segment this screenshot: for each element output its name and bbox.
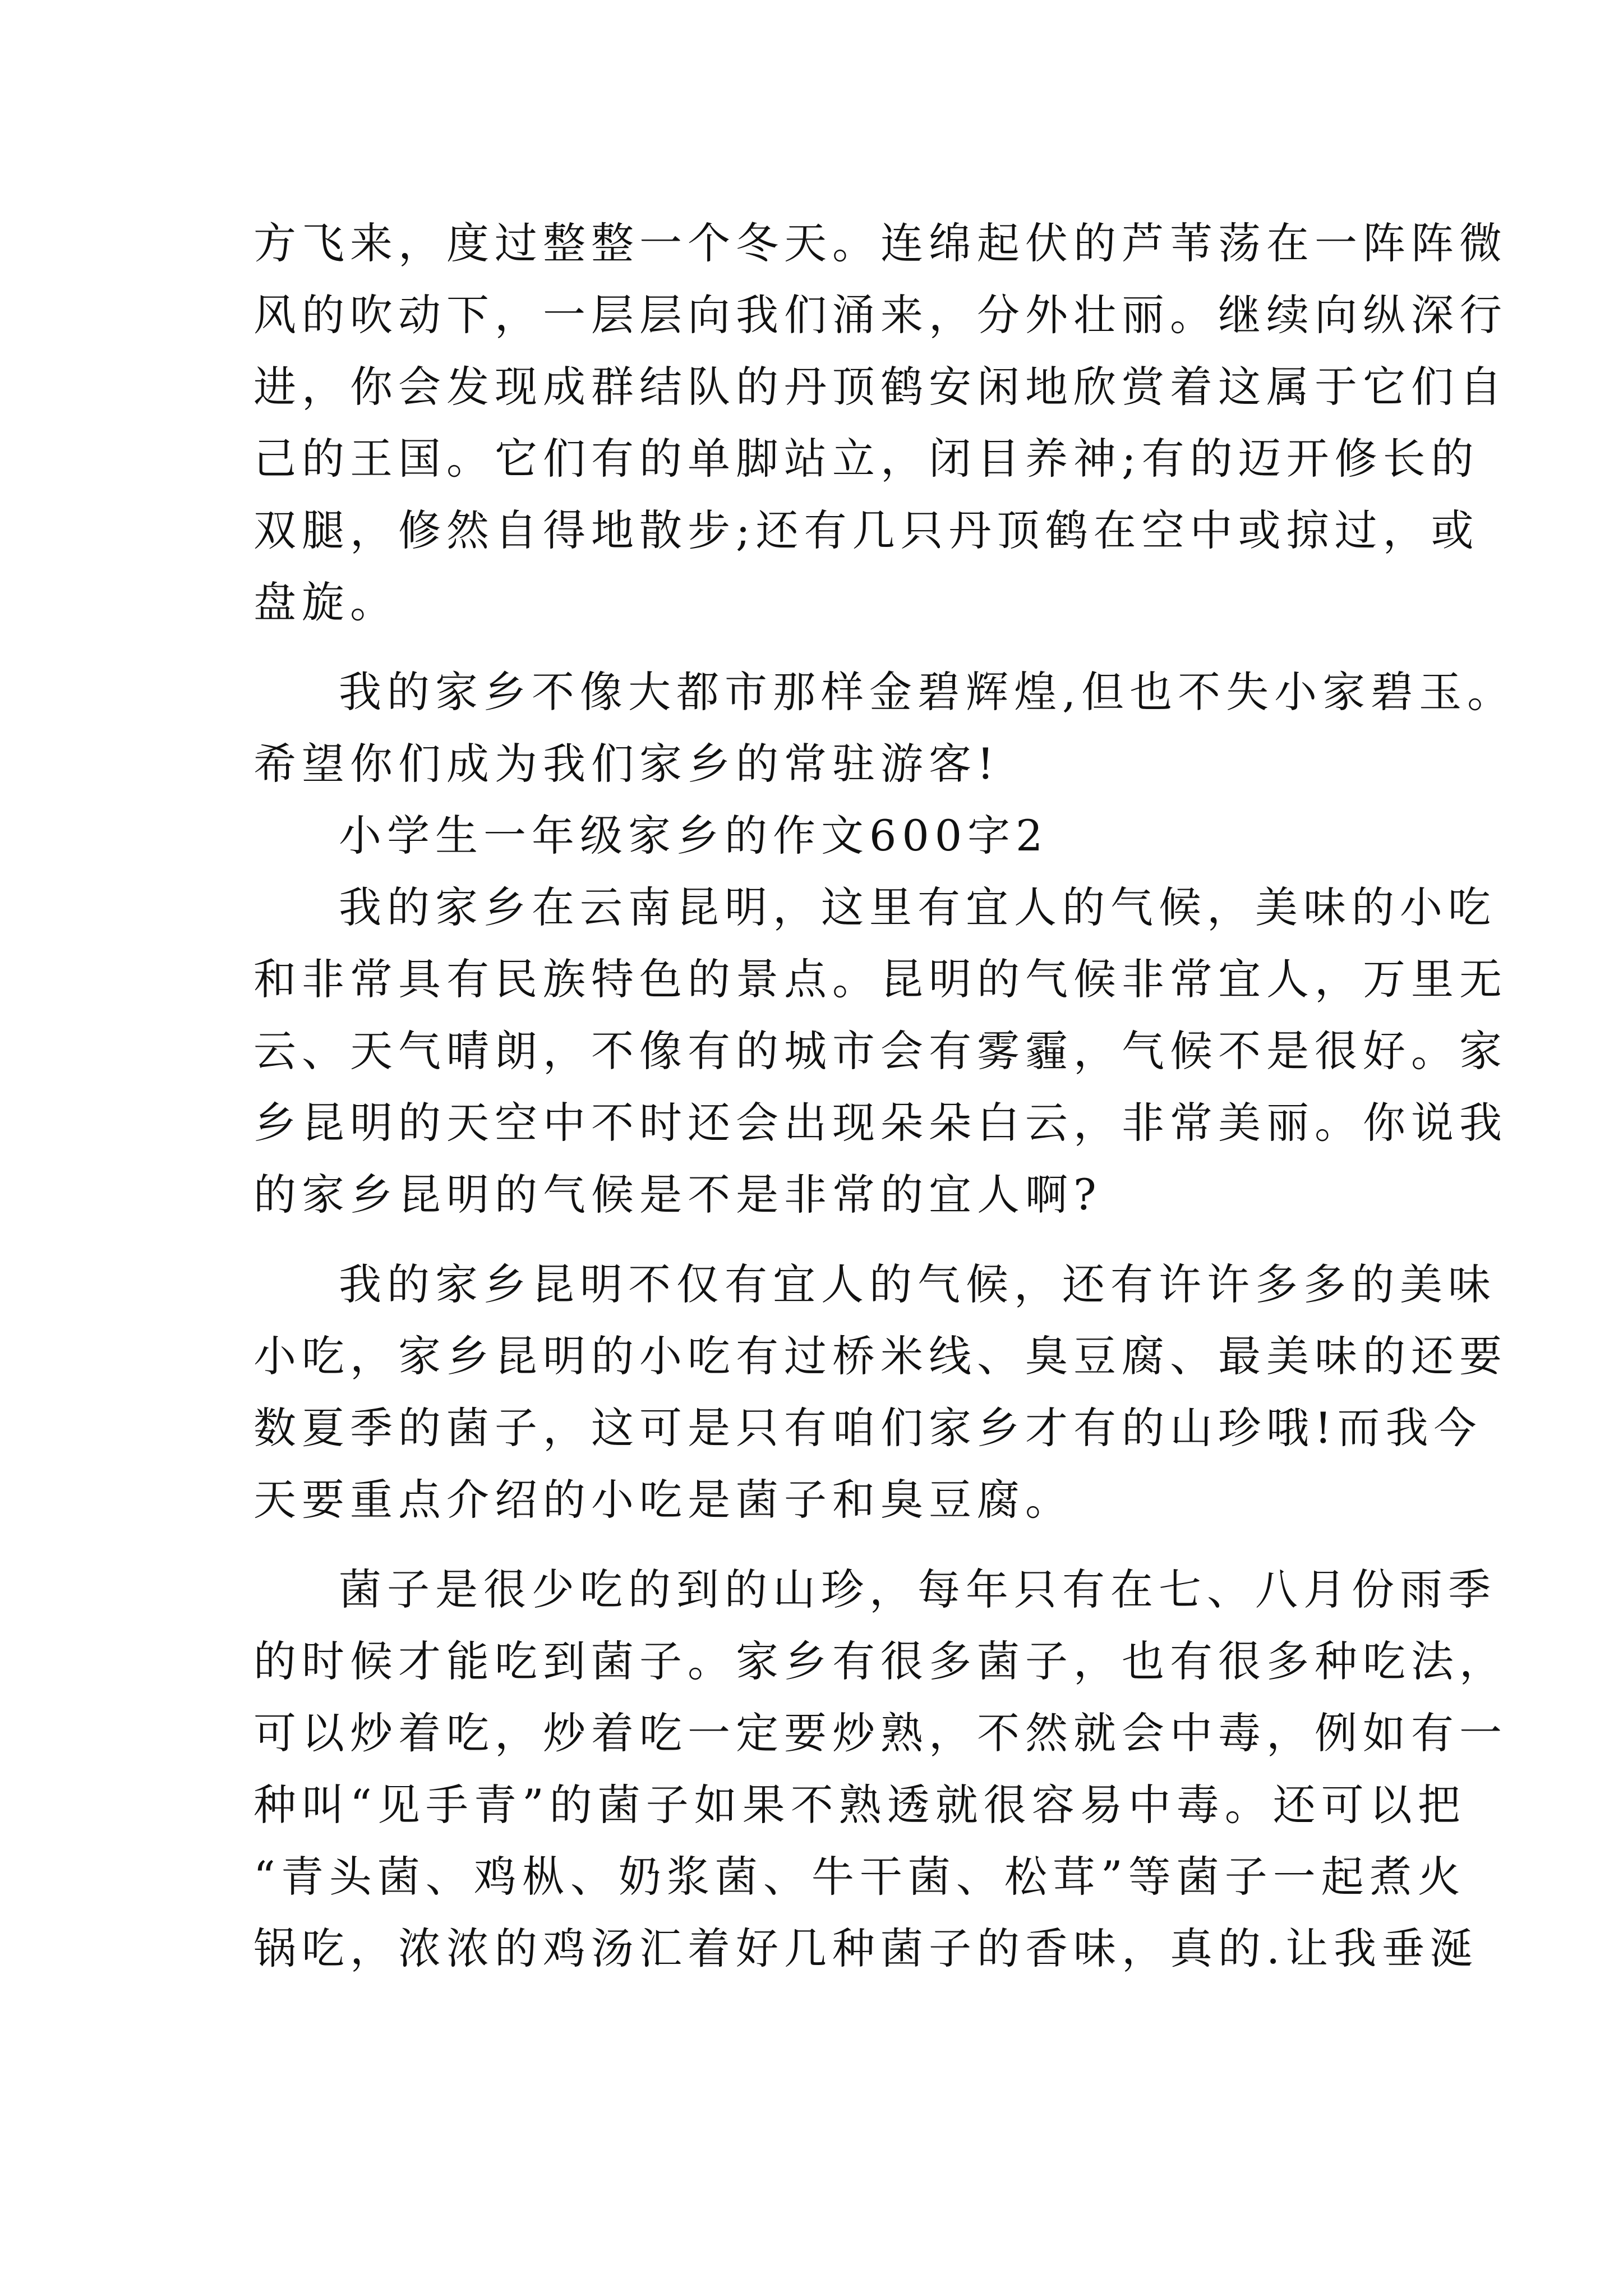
text-line: 盘旋。 [253,577,398,627]
text-line: 和非常具有民族特色的景点。昆明的气候非常宜人，万里无 [253,954,1507,1004]
text-line: 种叫“见手青”的菌子如果不熟透就很容易中毒。还可以把 [253,1780,1466,1830]
text-line: 天要重点介绍的小吃是菌子和臭豆腐。 [253,1475,1073,1525]
text-line: “青头菌、鸡枞、奶浆菌、牛干菌、松茸”等菌子一起煮火 [253,1852,1466,1902]
text-line: 的时候才能吃到菌子。家乡有很多菌子，也有很多种吃法， [253,1636,1507,1686]
paragraph-first-line: 我的家乡在云南昆明，这里有宜人的气候，美味的小吃 [339,882,1496,932]
text-line: 乡昆明的天空中不时还会出现朵朵白云，非常美丽。你说我 [253,1098,1507,1148]
text-line: 风的吹动下，一层层向我们涌来，分外壮丽。继续向纵深行 [253,290,1507,340]
paragraph-first-line: 我的家乡昆明不仅有宜人的气候，还有许许多多的美味 [339,1259,1496,1309]
text-line: 小吃，家乡昆明的小吃有过桥米线、臭豆腐、最美味的还要 [253,1331,1507,1381]
text-line: 方飞来，度过整整一个冬天。连绵起伏的芦苇荡在一阵阵微 [253,218,1507,268]
paragraph-first-line: 我的家乡不像大都市那样金碧辉煌,但也不失小家碧玉。 [339,667,1516,717]
text-line: 己的王国。它们有的单脚站立，闭目养神;有的迈开修长的 [253,434,1479,484]
text-line: 的家乡昆明的气候是不是非常的宜人啊? [253,1170,1102,1220]
text-line: 云、天气晴朗，不像有的城市会有雾霾，气候不是很好。家 [253,1026,1507,1076]
text-line: 进，你会发现成群结队的丹顶鹤安闲地欣赏着这属于它们自 [253,362,1507,412]
text-line: 锅吃，浓浓的鸡汤汇着好几种菌子的香味，真的.让我垂涎 [253,1924,1479,1973]
text-line: 双腿，修然自得地散步;还有几只丹顶鹤在空中或掠过，或 [253,505,1479,555]
text-line: 希望你们成为我们家乡的常驻游客! [253,739,1000,789]
section-heading: 小学生一年级家乡的作文600字2 [339,811,1049,861]
paragraph-first-line: 菌子是很少吃的到的山珍，每年只有在七、八月份雨季 [339,1565,1496,1614]
text-line: 数夏季的菌子，这可是只有咱们家乡才有的山珍哦!而我今 [253,1403,1482,1453]
body-text [253,208,1516,1985]
text-line: 可以炒着吃，炒着吃一定要炒熟，不然就会中毒，例如有一 [253,1708,1507,1758]
